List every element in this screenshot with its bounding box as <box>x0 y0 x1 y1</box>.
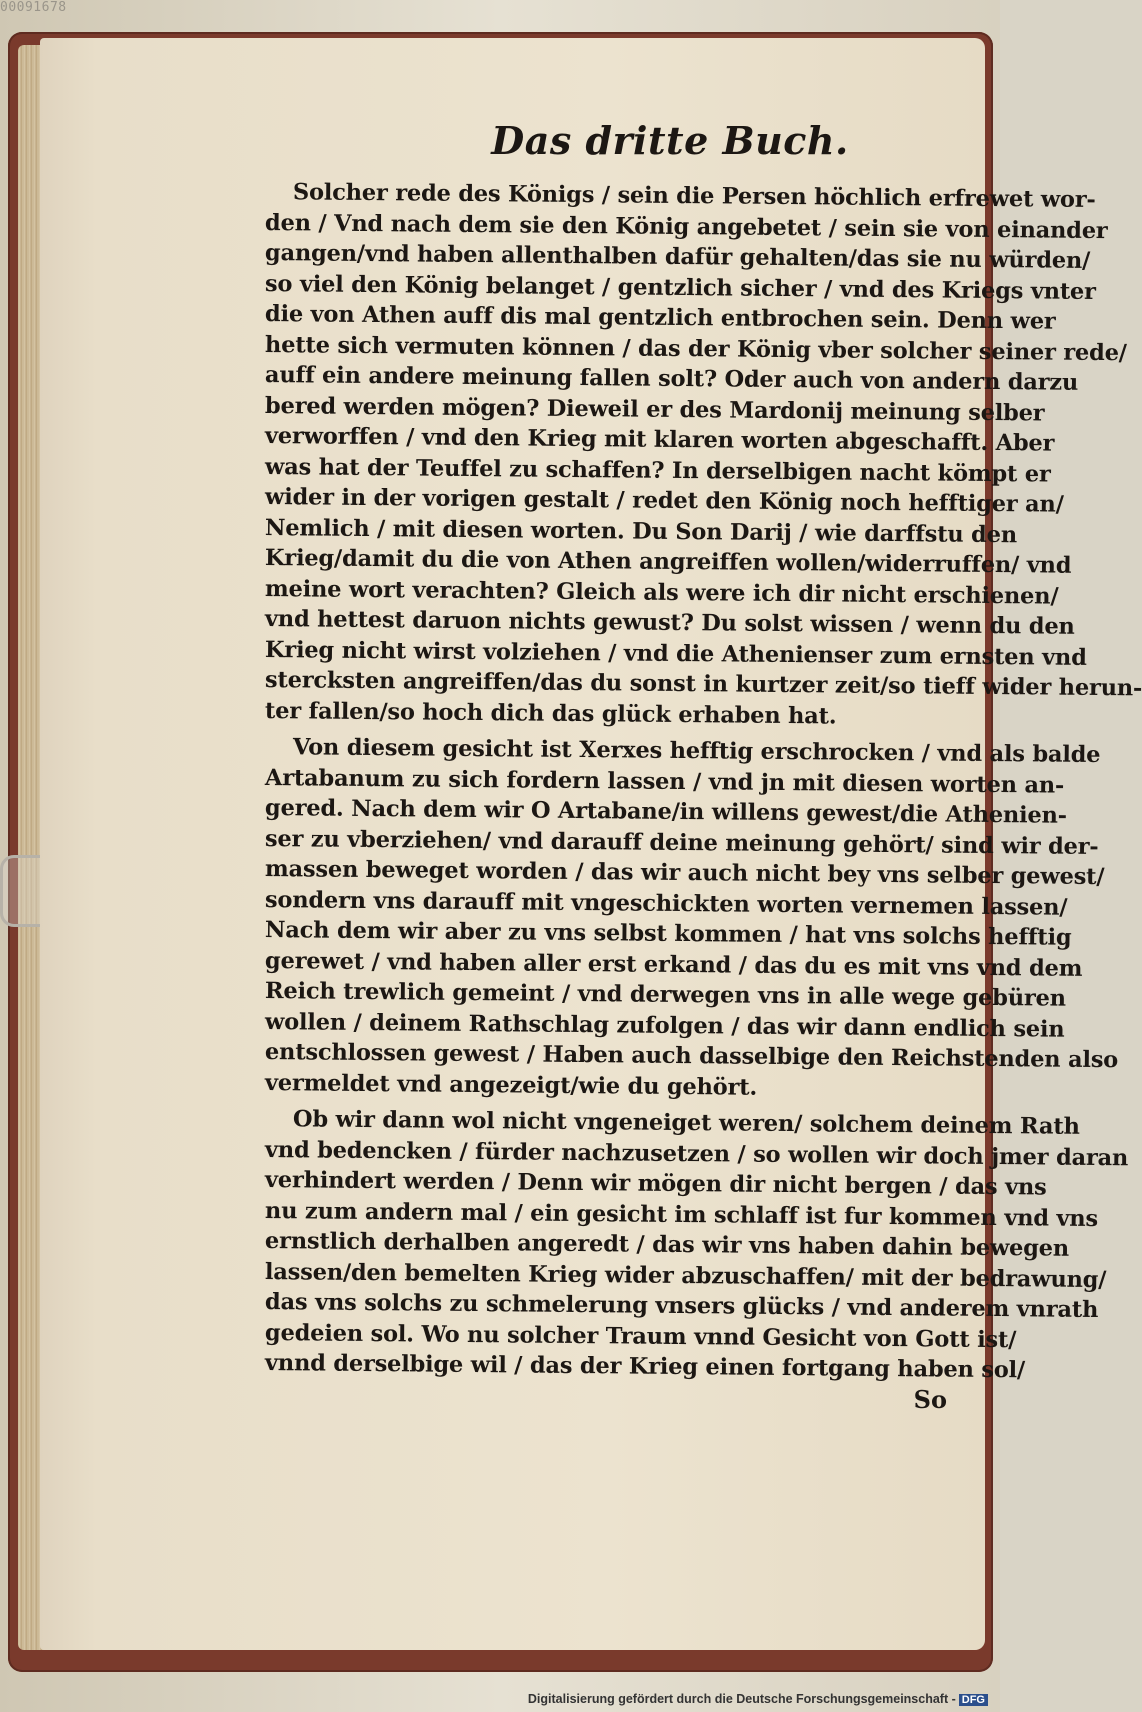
text-line: stercksten angreiffen/das du sonst in kurtzer zeit/so tieff wider herun- <box>264 667 1142 702</box>
text-line: entschlossen gewest / Haben auch dasselbige den Reichstenden also <box>264 1039 1119 1074</box>
text-line: verworffen / vnd den Krieg mit klaren worten abgeschafft. Aber <box>264 423 1055 457</box>
text-line: gedeien sol. Wo nu solcher Traum vnnd Gesicht von Gott ist/ <box>264 1319 1017 1353</box>
digitization-footer <box>528 1692 988 1706</box>
text-line: vermeldet vnd angezeigt/wie du gehört. <box>264 1069 758 1101</box>
text-line: die von Athen auff dis mal gentzlich entbrochen sein. Denn wer <box>264 301 1056 335</box>
scan-id-label: 00091678 <box>0 0 67 15</box>
paragraph <box>264 1104 1129 1384</box>
running-header: Das dritte Buch. <box>491 118 849 163</box>
text-line: gangen/vnd haben allenthalben dafür gehalten/das sie nu würden/ <box>264 240 1091 274</box>
text-line: gerewet / vnd haben aller erst erkand / das du es mit vns vnd dem <box>264 947 1083 982</box>
text-line: Reich trewlich gemeint / vnd derwegen vns in alle wege gebüren <box>264 978 1066 1012</box>
text-line: wider in der vorigen gestalt / redet den König noch hefftiger an/ <box>264 484 1064 518</box>
text-line: den / Vnd nach dem sie den König angebetet / sein sie von einander <box>264 209 1108 244</box>
text-line: Nach dem wir aber zu vns selbst kommen / hat vns solchs hefftig <box>264 917 1072 951</box>
text-line: vnd bedencken / fürder nachzusetzen / so wollen wir doch jmer daran <box>264 1136 1129 1171</box>
text-line: Krieg/damit du die von Athen angreiffen wollen/widerruffen/ vnd <box>264 545 1072 579</box>
text-line: Nemlich / mit diesen worten. Du Son Darij / wie darffstu den <box>264 514 1018 548</box>
text-line: Artabanum zu sich fordern lassen / vnd jn mit diesen worten an- <box>264 764 1065 799</box>
text-line: massen beweget worden / das wir auch nicht bey vns selber gewest/ <box>264 856 1105 891</box>
paragraph <box>264 177 1142 729</box>
text-line: hette sich vermuten können / das der König vber solcher seiner rede/ <box>264 331 1127 366</box>
catchword: So <box>913 1384 947 1414</box>
text-line: meine wort verachten? Gleich als were ich dir nicht erschienen/ <box>264 575 1059 610</box>
text-line: Von diesem gesicht ist Xerxes hefftig erschrocken / vnd als balde <box>292 734 1101 769</box>
text-line: ser zu vberziehen/ vnd darauff deine meinung gehört/ sind wir der- <box>264 825 1099 860</box>
text-line: Ob wir dann wol nicht vngeneiget weren/ solchem deinem Rath <box>292 1106 1080 1140</box>
text-line: vnd hettest daruon nichts gewust? Du solst wissen / wenn du den <box>264 606 1075 640</box>
page-text <box>264 118 1142 1414</box>
text-line: ernstlich derhalben angeredt / das wir vns haben dahin bewegen <box>264 1228 1070 1262</box>
text-line: sondern vns darauff mit vngeschickten worten vernemen lassen/ <box>264 886 1068 921</box>
body-paragraphs <box>264 177 1142 1384</box>
text-line: bered werden mögen? Dieweil er des Mardonij meinung selber <box>264 392 1045 426</box>
text-line: nu zum andern mal / ein gesicht im schlaff ist fur kommen vnd vns <box>264 1197 1099 1232</box>
text-line: vnnd derselbige wil / das der Krieg einen fortgang haben sol/ <box>264 1350 1026 1384</box>
text-line: verhindert werden / Denn wir mögen dir nicht bergen / das vns <box>264 1167 1047 1201</box>
text-line: lassen/den bemelten Krieg wider abzuschaffen/ mit der bedrawung/ <box>264 1258 1107 1293</box>
paragraph <box>264 732 1119 1101</box>
text-line: wollen / deinem Rathschlag zufolgen / das wir dann endlich sein <box>264 1008 1065 1043</box>
text-line: was hat der Teuffel zu schaffen? In derselbigen nacht kömpt er <box>264 453 1051 488</box>
text-line: das vns solchs zu schmelerung vnsers glücks / vnd anderem vnrath <box>264 1289 1099 1323</box>
text-line: so viel den König belanget / gentzlich sicher / vnd des Kriegs vnter <box>264 270 1096 305</box>
text-line: ter fallen/so hoch dich das glück erhaben hat. <box>264 697 837 729</box>
text-line: auff ein andere meinung fallen solt? Oder auch von andern darzu <box>264 362 1079 396</box>
text-line: Krieg nicht wirst volziehen / vnd die Athenienser zum ernsten vnd <box>264 636 1087 671</box>
footer-text: Digitalisierung gefördert durch die Deutsche Forschungsgemeinschaft - <box>527 1692 956 1706</box>
text-line: Solcher rede des Königs / sein die Persen höchlich erfrewet wor- <box>292 179 1096 213</box>
dfg-logo: DFG <box>959 1694 988 1706</box>
text-line: gered. Nach dem wir O Artabane/in willens gewest/die Athenien- <box>264 795 1067 829</box>
